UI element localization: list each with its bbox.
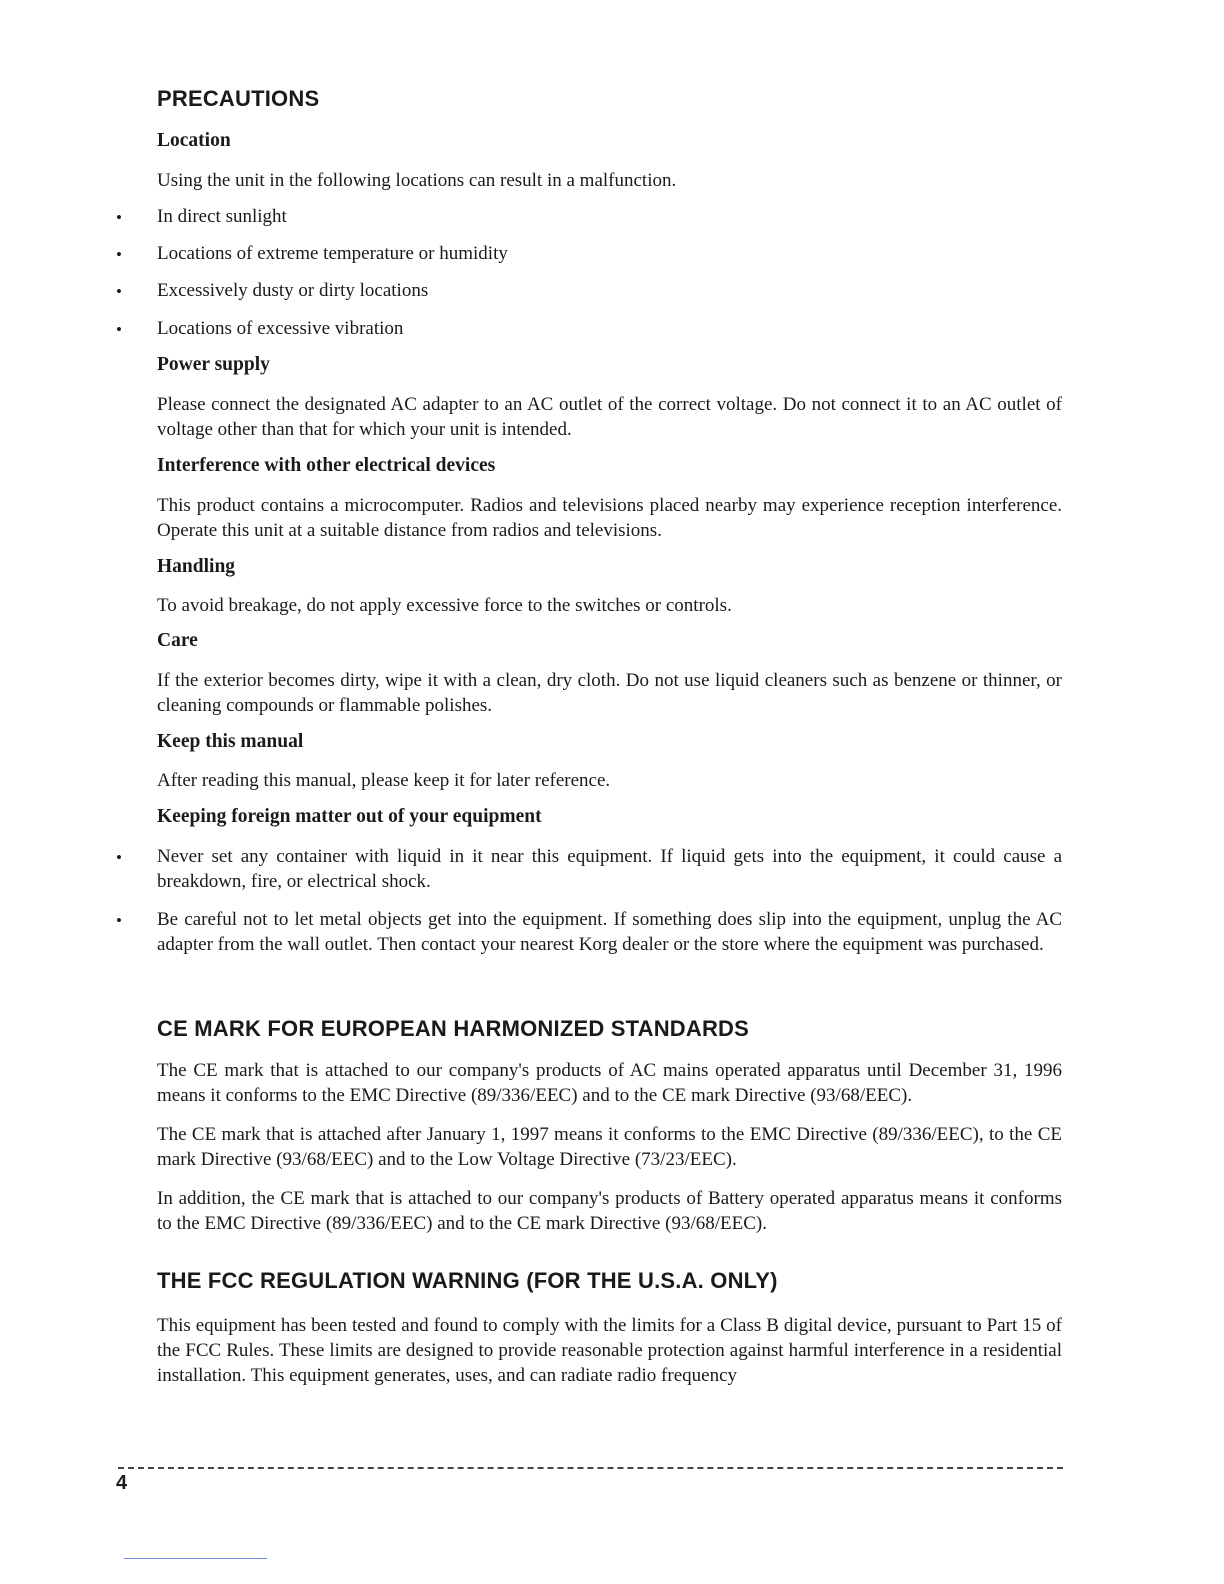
keep-manual-text: After reading this manual, please keep it for later reference. — [157, 770, 611, 791]
location-bullet-4: Locations of excessive vibration — [157, 318, 404, 339]
ce-paragraph-2: The CE mark that is attached after January 1, 1997 means it conforms to the EMC Directive (89/336/EEC), to the CE mark Directive (93/68/EEC) and to the Low Voltage Directive (73/23/EEC). — [157, 1124, 1062, 1170]
bottom-blue-line — [124, 1558, 267, 1559]
care-title: Care — [157, 630, 198, 651]
power-title: Power supply — [157, 354, 270, 375]
bullet-marker: • — [116, 911, 122, 930]
bullet-marker: • — [116, 208, 122, 227]
handling-text: To avoid breakage, do not apply excessive force to the switches or controls. — [157, 595, 732, 616]
location-bullet-1: In direct sunlight — [157, 206, 287, 227]
care-text: If the exterior becomes dirty, wipe it with a clean, dry cloth. Do not use liquid cleaners such as benzene or thinner, or cleaning compounds or flammable polishes. — [157, 670, 1062, 716]
keep-manual-title: Keep this manual — [157, 731, 304, 752]
location-bullet-3: Excessively dusty or dirty locations — [157, 280, 429, 301]
page-number: 4 — [116, 1472, 128, 1494]
foreign-bullet-2: Be careful not to let metal objects get into the equipment. If something does slip into the equipment, unplug the AC adapter from the wall outlet. Then contact your nearest Korg dealer or the store where the equipment was purchased. — [157, 909, 1062, 955]
power-text: Please connect the designated AC adapter to an AC outlet of the correct voltage. Do not connect it to an AC outlet of voltage other than that for which your unit is intended. — [157, 394, 1062, 440]
fcc-text: This equipment has been tested and found to comply with the limits for a Class B digital device, pursuant to Part 15 of the FCC Rules. These limits are designed to provide reasonable protection against harmful interference in a residential installation. This equipment generates, uses, and can radiate radio frequency — [157, 1315, 1062, 1386]
location-bullet-2: Locations of extreme temperature or humidity — [157, 243, 508, 264]
bullet-marker: • — [116, 320, 122, 339]
bullet-marker: • — [116, 245, 122, 264]
handling-title: Handling — [157, 556, 236, 577]
ce-paragraph-3: In addition, the CE mark that is attached to our company's products of Battery operated apparatus means it conforms to the EMC Directive (89/336/EEC) and to the CE mark Directive (93/68/EEC). — [157, 1188, 1062, 1234]
foreign-matter-title: Keeping foreign matter out of your equipment — [157, 806, 542, 827]
footer-dashed-rule — [118, 1467, 1063, 1469]
precautions-heading: PRECAUTIONS — [157, 86, 320, 111]
location-intro: Using the unit in the following locations can result in a malfunction. — [157, 170, 677, 191]
interference-title: Interference with other electrical devices — [157, 455, 496, 476]
interference-text: This product contains a microcomputer. Radios and televisions placed nearby may experience reception interference. Operate this unit at a suitable distance from radios and televisions. — [157, 495, 1062, 541]
ce-heading: CE MARK FOR EUROPEAN HARMONIZED STANDARDS — [157, 1016, 750, 1041]
location-title: Location — [157, 130, 231, 151]
bullet-marker: • — [116, 848, 122, 867]
ce-paragraph-1: The CE mark that is attached to our company's products of AC mains operated apparatus until December 31, 1996 means it conforms to the EMC Directive (89/336/EEC) and to the CE mark Directive (93/68/EEC). — [157, 1060, 1062, 1106]
bullet-marker: • — [116, 282, 122, 301]
fcc-heading: THE FCC REGULATION WARNING (FOR THE U.S.A. ONLY) — [157, 1268, 778, 1293]
foreign-bullet-1: Never set any container with liquid in it near this equipment. If liquid gets into the equipment, it could cause a breakdown, fire, or electrical shock. — [157, 846, 1062, 892]
